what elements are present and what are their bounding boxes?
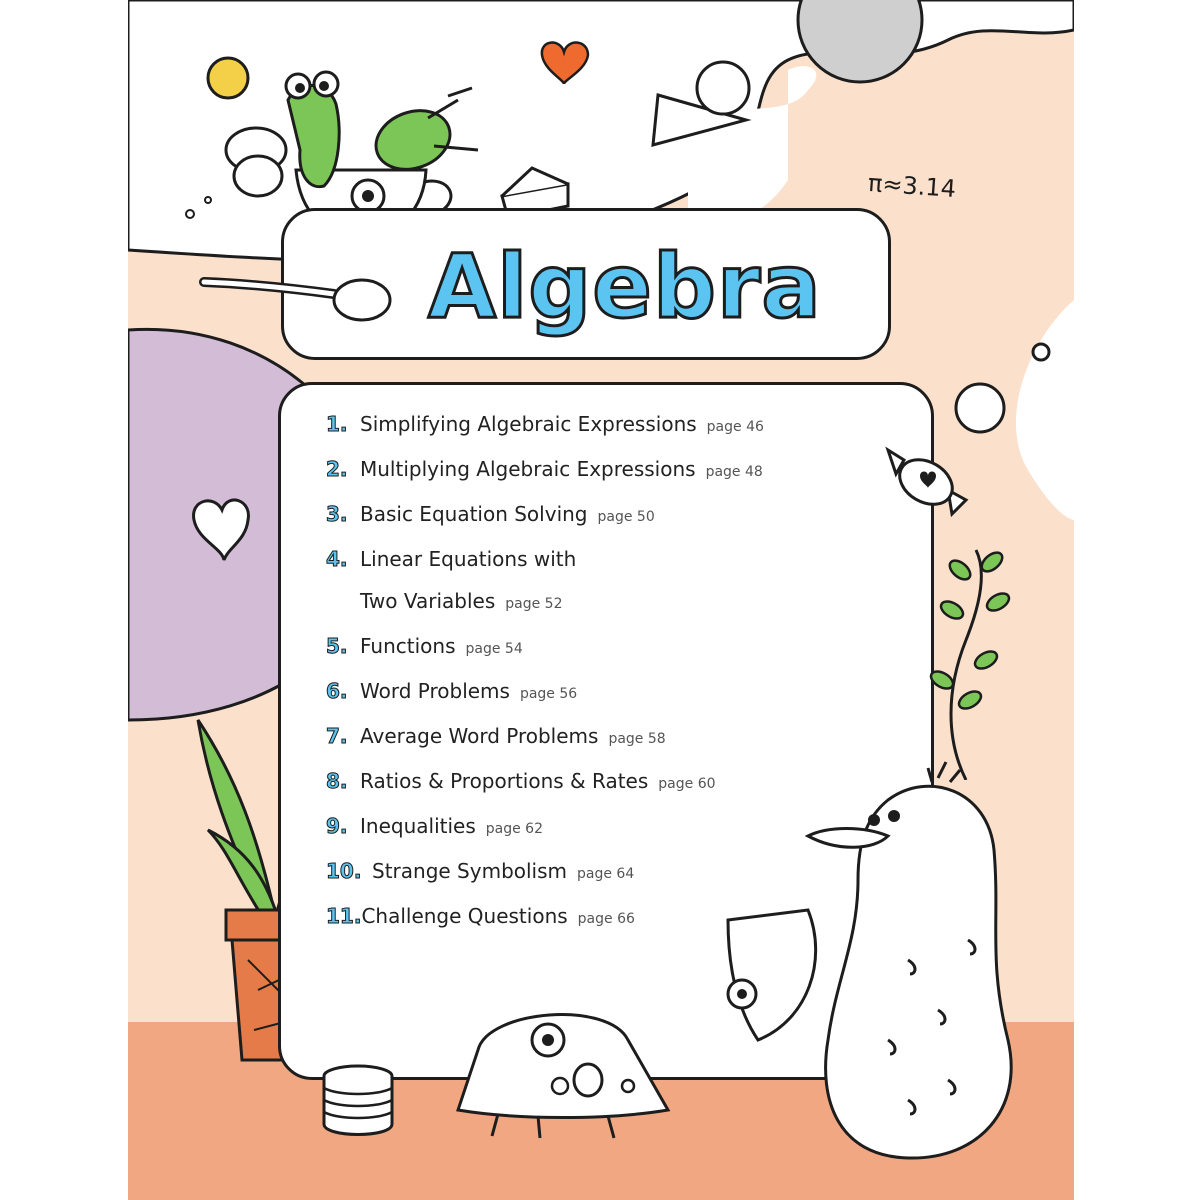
page-title: Algebra [428, 235, 822, 338]
toc-item[interactable] [326, 722, 886, 753]
toc-item[interactable] [326, 410, 886, 441]
toc-page: page 64 [577, 866, 635, 882]
cup-monster-icon [428, 990, 688, 1140]
toc-item[interactable] [326, 677, 886, 708]
toc-title: Multiplying Algebraic Expressions [360, 457, 696, 481]
toc-title: Word Problems [360, 679, 510, 703]
toc-number: 2. [326, 457, 348, 481]
toc-page: page 62 [485, 821, 543, 837]
white-right-curve [1016, 300, 1074, 520]
toc-title: Basic Equation Solving [360, 502, 588, 526]
pi-formula: π≈3.14 [867, 168, 957, 204]
moon-circle-icon [798, 0, 922, 82]
toc-title-continued: Two Variables [360, 589, 496, 613]
toc-number: 10. [326, 859, 362, 883]
toc-title: Challenge Questions [361, 904, 568, 928]
toc-number: 3. [326, 502, 348, 526]
sun-circle-icon [208, 58, 248, 98]
toc-title: Functions [360, 634, 456, 658]
toc-page: page 52 [505, 596, 563, 612]
book-page [128, 0, 1074, 1200]
toc-page: page 50 [597, 509, 655, 525]
toc-number: 11. [326, 904, 362, 928]
toc-number: 6. [326, 679, 348, 703]
toc-number: 7. [326, 724, 348, 748]
toc-number: 8. [326, 769, 348, 793]
spoon-icon [194, 262, 394, 332]
tiny-ring-icon [1033, 344, 1049, 360]
toc-item[interactable] [326, 545, 886, 618]
toc-page: page 60 [658, 776, 716, 792]
toc-page: page 58 [608, 731, 666, 747]
toc-item[interactable] [326, 455, 886, 486]
candy-icon [878, 430, 978, 520]
small-ring-icon [956, 384, 1004, 432]
bowl-icon [708, 890, 838, 1050]
toc-number: 4. [326, 547, 348, 571]
toc-page: page 54 [465, 641, 523, 657]
toc-number: 1. [326, 412, 348, 436]
toc-page: page 46 [706, 419, 764, 435]
toc-title: Average Word Problems [360, 724, 599, 748]
plate-stack-icon [318, 1060, 398, 1140]
toc-title: Linear Equations with [360, 547, 577, 571]
toc-title: Inequalities [360, 814, 476, 838]
toc-title: Strange Symbolism [372, 859, 568, 883]
toc-page: page 56 [519, 686, 578, 702]
toc-item[interactable] [326, 632, 886, 663]
toc-item[interactable] [326, 500, 886, 531]
vine-plant-icon [906, 540, 1026, 780]
toc-page: page 66 [577, 911, 635, 927]
toc-number: 9. [326, 814, 348, 838]
toc-title: Simplifying Algebraic Expressions [360, 412, 697, 436]
toc-title: Ratios & Proportions & Rates [360, 769, 649, 793]
toc-page: page 48 [705, 464, 763, 480]
toc-number: 5. [326, 634, 348, 658]
